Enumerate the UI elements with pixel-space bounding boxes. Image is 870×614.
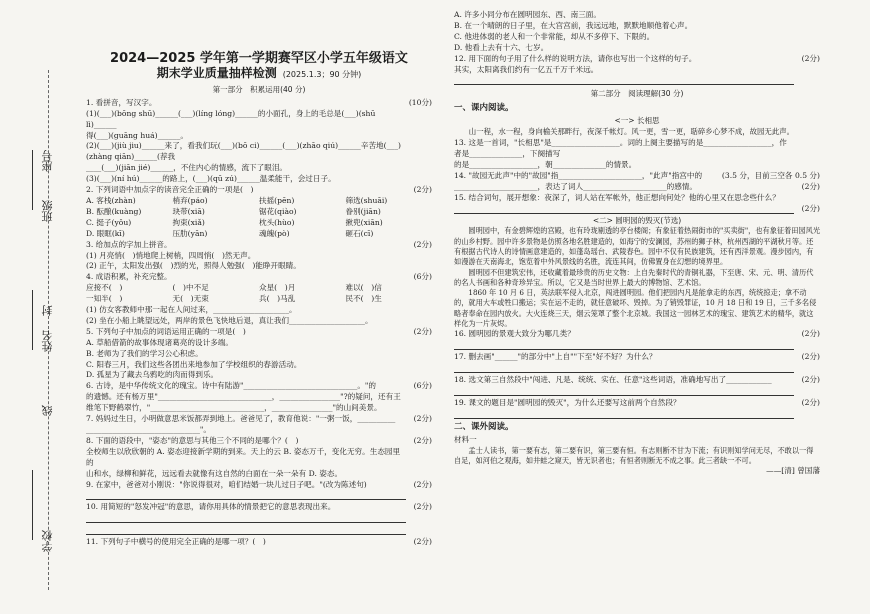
option-item: 梢弃(páo): [172, 195, 208, 205]
option-row: [86, 294, 432, 305]
answer-line[interactable]: [454, 386, 820, 396]
question-text: 15. 结合词句，展开想象：夜深了，词人站在军帐外，他正想向何处？他的心里又在思念些什么？: [454, 192, 780, 202]
question-text-extra: ，下阕描写: [522, 148, 561, 158]
margin-label-fold: 封: [41, 305, 54, 316]
question-line: [454, 138, 820, 160]
score-label: (2分): [413, 435, 432, 445]
score-label: (6分): [413, 381, 432, 391]
question-text: 14. "故园无此声"中的"故园"指______________________，"此声"指宫中的: [454, 170, 703, 180]
question-text: 的遗憾。还有杨万里"______________________________，________________"?的疑问，还有王: [86, 392, 401, 402]
option-item: C. 挺子(yǒu): [86, 217, 132, 227]
answer-line[interactable]: [454, 409, 820, 419]
option-item: D. 眼眶(kī): [86, 228, 125, 238]
question-line: [454, 375, 820, 386]
question-text: 的是__________________，朝______________的情景。: [454, 159, 637, 169]
question-line: [86, 537, 432, 548]
question-text: 8. 下面的语段中，"姿态"的意思与其他三个不同的是哪个？( ): [86, 435, 299, 445]
question-text: 19. 课文的题目是"圆明园的毁灭"，为什么还要写这前两个自然段？: [454, 398, 681, 408]
question-text: A. 许多小同分布在圆明园东、西、南三面。: [454, 10, 601, 19]
question-line: [86, 251, 432, 262]
option-item: 魂魄(pò): [259, 228, 290, 238]
question-text: 10. 用简短的"怒发冲冠"的意思，请你用具体的情景把它的意思表现出来。: [86, 502, 336, 512]
material-label: 材料一: [454, 434, 477, 444]
question-text: (2)(___)(jiù jiu)______来了，看我们玩(___)(bō ci)______(___)(zhāo qiú)______辛苦地(___)(zhàng qiān)______(荐我: [86, 141, 401, 162]
question-text: D. 孤星为了藏去乌鸦吃的肉而得到乐。: [86, 370, 219, 380]
material-source: ——[清] 曾国藩: [766, 466, 820, 476]
left-column: [86, 10, 432, 548]
exam-meta: (2025.1.3；90 分钟): [282, 70, 362, 79]
answer-rule[interactable]: [454, 204, 794, 214]
question-line: [86, 261, 432, 272]
binding-margin: [0, 0, 60, 614]
left-questions: [86, 98, 432, 548]
question-line: [454, 193, 820, 204]
answer-rule[interactable]: [86, 490, 406, 500]
class-blank[interactable]: [32, 150, 33, 210]
question-text: 维笔下野鹤翠竹，"______________________________，________________"的山间美景。: [86, 403, 382, 413]
score-label: (2分): [413, 326, 432, 336]
question-line: [86, 185, 432, 196]
option-item: 压肋(yān): [172, 228, 208, 238]
question-text: (1)(___)(bōng shū)______(___)(líng lóng)______的小面孔，身上的毛总是(___)(shū lì)______: [86, 108, 376, 129]
score-label: (2分): [801, 398, 820, 408]
score-label: (2分): [801, 352, 820, 362]
option-item: 拘束(xiǎ): [172, 217, 205, 227]
right-column: [454, 10, 820, 477]
question-text: 12. 用下面的句子用了什么样的说明方法，请你也写出一个这样的句子。: [454, 53, 697, 63]
answer-rule[interactable]: [454, 409, 794, 419]
answer-line[interactable]: [86, 525, 432, 535]
question-line: [454, 32, 820, 43]
margin-label-name: 姓名: [41, 330, 54, 352]
answer-rule[interactable]: [454, 363, 794, 373]
question-line: [86, 98, 432, 109]
answer-rule[interactable]: [86, 513, 406, 523]
option-row: [86, 196, 432, 207]
option-row: [86, 283, 432, 294]
option-item: 锯花(qiào): [259, 206, 297, 216]
score-label: (2分): [413, 479, 432, 489]
option-item: 应接不( ): [86, 283, 123, 293]
question-text: (1) 仿女客教师中那一起在人间过来，____________________。: [86, 305, 297, 315]
question-line: [86, 425, 432, 436]
question-line: [86, 381, 432, 392]
question-line: [86, 403, 432, 414]
option-item: B. 酝酿(kuàng): [86, 206, 142, 216]
option-item: 眷别(jiān): [345, 206, 381, 216]
option-item: 玦带(xiā): [172, 206, 205, 216]
question-text: C. 他进体弱的老人和一个非常能，却从不多停下、下限的。: [454, 31, 655, 41]
question-line: [86, 305, 432, 316]
reading-paragraph-1: 圆明园中，有金碧辉煌的宫殿，也有玲珑剔透的亭台楼阁；有象征着热闹街市的"买卖街"，也有象征着田园风光的山乡村野。园中许多景物是仿照各地名胜建造的，如海宁的安澜园，苏州的狮子林，杭州西湖的平湖秋月等。还有根据古代诗人的诗情画意建造的，如蓬岛瑶台、武陵春色。园中不仅有民族建筑，还有西洋景观。漫步园内，有如漫游在天南海北，饱览着中外风景线的名胜，流连其间，仿佛置身在幻想的境界里。: [454, 226, 821, 267]
question-text: 18. 选文第三自然段中"闯进、凡是、统统、实在、任意"这些词语，准确地写出了____________: [454, 375, 772, 385]
question-line: [86, 447, 432, 469]
part1-heading: 第一部分 积累运用(40 分): [212, 84, 306, 94]
question-text: 3. 给加点的字加上拼音。: [86, 239, 172, 249]
reading-questions: [454, 329, 820, 419]
poem-text: 山一程，水一程，身向榆关那畔行，夜深千帐灯。风一更，雪一更，聒碎乡心梦不成，故园无此声。: [468, 127, 794, 137]
question-text: 1. 看拼音，写汉字。: [86, 97, 157, 107]
score-label: (2分): [801, 329, 820, 339]
question-text: 7. 妈妈过生日，小明做意思米饭都弄到地上。爸爸见了，教育他说："一粥一饭，__________: [86, 414, 396, 424]
option-item: 众星( )月: [259, 283, 296, 293]
exam-subtitle: 期末学业质量抽样检测 (2025.1.3；90 分钟): [156, 66, 362, 80]
question-line: [86, 338, 432, 349]
option-item: 揪兜(xiān): [345, 217, 383, 227]
question-line: [86, 414, 432, 425]
question-line: [86, 502, 432, 513]
score-label: (2分): [413, 239, 432, 249]
question-text: A. 草船借箭的故事体现诸葛亮的设计多端。: [86, 337, 233, 347]
answer-line[interactable]: [454, 204, 820, 214]
question-line: [454, 21, 820, 32]
option-item: 扶摇(pēn): [259, 195, 295, 205]
score-label: (2分): [801, 53, 820, 63]
option-item: 枕头(hùo): [259, 217, 295, 227]
question-text: 16. 圆明园的景观大致分为哪几类？: [454, 329, 575, 339]
question-text: D. 他看上去有十六、七岁。: [454, 42, 549, 52]
question-line: [86, 349, 432, 360]
question-text: 全校师生以欣欣朝的 A. 姿态迎接新学期的到来。天上的云 B. 姿态万千，变化无穷。生态园里的: [86, 446, 401, 467]
option-item: 砸石(cī): [345, 228, 374, 238]
question-text: 2. 下列词语中加点字的读音完全正确的一项是( ): [86, 185, 254, 195]
question-line: [86, 163, 432, 174]
question-text: 13. 这是一首词，"长相思"是__________________。词的上阕主要描写的是__________________，作者是______________: [454, 138, 787, 158]
margin-label-line: 线: [41, 405, 54, 416]
answer-rule[interactable]: [454, 340, 794, 350]
option-item: 筛选(shuāi): [345, 195, 388, 205]
score-label: (2分): [801, 203, 820, 213]
question-text: C. 阳春三月，我们这些各团出来地参加了学校组织的春游活动。: [86, 359, 302, 369]
section-extracurricular-reading: 二、课外阅读。: [454, 422, 514, 432]
option-item: 无( )无束: [172, 294, 209, 304]
question-text: 山和水，绿柳和鲜花，远远看去就像有这自然的白面在一朵一朵有 D. 姿态。: [86, 468, 343, 478]
part2-heading: 第二部分 阅读理解(30 分): [590, 89, 684, 99]
option-item: 一知半( ): [86, 294, 123, 304]
material-text: 孟士人读书，第一要有志，第二要有识，第三要有恒。有志则断不甘为下流；有识则知学问无尽，不敢以一得自足，如河伯之观海，如井蛙之窥天，皆无识者也；有恒者则断无不成之事。此三者缺一不可。: [454, 445, 814, 466]
margin-label-class: 班级: [41, 200, 54, 222]
option-item: ( )中不足: [172, 283, 209, 293]
section-in-class-reading: 一、课内阅读。: [454, 103, 514, 114]
question-line: [86, 131, 432, 142]
reading-paragraph-3: 1860 年 10 月 6 日，英法联军侵入北京，闯进圆明园。他们把园内凡是能拿走的东西，统统掠走；拿不动的，就用大车或牲口搬运；实在运不走的，就任意破坏、毁掉。为了销毁罪证，10 月 18 日和 19 日，三千多名侵略者奉命在园内放火。大火连烧三天，烟云笼罩了整个北京城。我国这一园林艺术的瑰宝、建筑艺术的精华，就这样化为一片灰烬。: [454, 288, 817, 329]
score-label: (2分): [413, 185, 432, 195]
question-text: (1) 月亮悄( )悄地爬上树梢，四周悄( )然无声。: [86, 250, 256, 260]
question-line: [454, 10, 820, 21]
question-text: 其实，太阳离我们约有一亿五千万千米远。: [454, 64, 599, 74]
answer-line[interactable]: [454, 75, 820, 85]
answer-rule[interactable]: [454, 386, 794, 396]
exam-title: 2024—2025 学年第一学期赛罕区小学五年级语文: [110, 51, 408, 66]
name-blank[interactable]: [32, 290, 33, 350]
option-row: [86, 207, 432, 218]
question-text: (3)(___)(ní hú)______的路上，(___)(qū zú)______温柔能干，会过日子。: [86, 174, 336, 184]
score-label: (2分): [413, 502, 432, 512]
option-row: [86, 218, 432, 229]
answer-rule[interactable]: [454, 75, 794, 85]
question-text: 5. 下列句子中加点的词语运用正确的一项是( ): [86, 326, 246, 336]
answer-line[interactable]: [454, 340, 820, 350]
question-text: 9. 在家中，爸爸对小刚说："你说得很对，咱们结婚一块儿过日子吧。"(改为陈述句): [86, 479, 367, 489]
score-label: (10分): [408, 97, 432, 107]
question-text: B. 老师为了我们的学习公心积虑。: [86, 348, 203, 358]
question-text: ____(___)(jiān jié)______，不住内心的情感，流下了眼泪。: [86, 163, 288, 173]
question-line: [86, 141, 432, 163]
question-text: 得(___)(guāng huá)______。: [86, 130, 188, 140]
answer-rule[interactable]: [86, 525, 406, 535]
question-text: 4. 成语积累，补充完整。: [86, 272, 172, 282]
question-line: [454, 160, 820, 171]
option-item: 民不( )生: [345, 294, 382, 304]
question-line: [86, 327, 432, 338]
option-item: 难以( )信: [345, 283, 382, 293]
answer-line[interactable]: [454, 363, 820, 373]
poem-questions: [454, 138, 820, 213]
score-label: (2分): [413, 414, 432, 424]
option-item: A. 客栈(zhàn): [86, 195, 136, 205]
question-line: [454, 352, 820, 363]
question-line: [86, 469, 432, 480]
school-blank[interactable]: [32, 470, 33, 540]
margin-label-seat: 座号: [41, 150, 54, 172]
question-text: 6. 古诗，是中华传统文化的瑰宝。诗中有陆游"______________________________。"的: [86, 381, 377, 391]
question-line: [86, 370, 432, 381]
reading-paragraph-2: 圆明园不但建筑宏伟，还收藏着最珍贵的历史文物：上自先秦时代的青铜礼器，下至唐、宋、元、明、清历代的名人书画和各种奇珍异宝。所以，它又是当时世界上最大的博物馆、艺术馆。: [454, 267, 814, 287]
question-line: [86, 240, 432, 251]
question-line: [86, 480, 432, 491]
question-line: [86, 174, 432, 185]
score-label: (2分): [801, 375, 820, 385]
question-line: [86, 436, 432, 447]
option-item: 兵( )马乱: [259, 294, 296, 304]
question-line: [454, 54, 820, 65]
score-label: (2分): [413, 537, 432, 547]
poem-title: <一> 长相思: [614, 116, 660, 126]
question-line: [454, 182, 820, 193]
score-label: (2分): [801, 181, 820, 191]
question-text: ______________________，表达了词人______________________的感情。: [454, 181, 697, 191]
option-row: [86, 229, 432, 240]
question-line: [454, 398, 820, 409]
right-top-questions: [454, 10, 820, 85]
answer-line[interactable]: [86, 513, 432, 523]
question-line: [86, 272, 432, 283]
question-line: [86, 360, 432, 371]
question-text: (2) 坐在小船上眺望远处，两岸的景色飞快地后退，真让我们____________________。: [86, 315, 373, 325]
question-text: ______________________________"。: [86, 425, 211, 434]
question-line: [86, 316, 432, 327]
question-line: [86, 109, 432, 131]
question-text: B. 在一个晴朗的日子里，在大宫宫前，我远远地，默默地顺他着心声。: [454, 20, 693, 30]
question-line: [454, 65, 820, 76]
question-line: [86, 392, 432, 403]
margin-label-school: 学校: [41, 530, 54, 552]
question-text: 17. 删去画"______"的部分中"上自""下至"好不好？为什么？: [454, 352, 657, 362]
question-line: [454, 171, 820, 182]
score-label: (6分): [413, 272, 432, 282]
reading-title: <二> 圆明园的毁灭(节选): [592, 215, 682, 225]
score-label: (3.5 分，目前三空各 0.5 分): [721, 170, 820, 180]
question-text: 11. 下列句子中横号的使用完全正确的是哪一项？( ): [86, 537, 266, 547]
question-line: [454, 329, 820, 340]
question-text: (2) 正午，太阳发出强( )烈的光，照得人勉强( )能睁开眼睛。: [86, 261, 301, 271]
answer-line[interactable]: [86, 490, 432, 500]
question-line: [454, 43, 820, 54]
